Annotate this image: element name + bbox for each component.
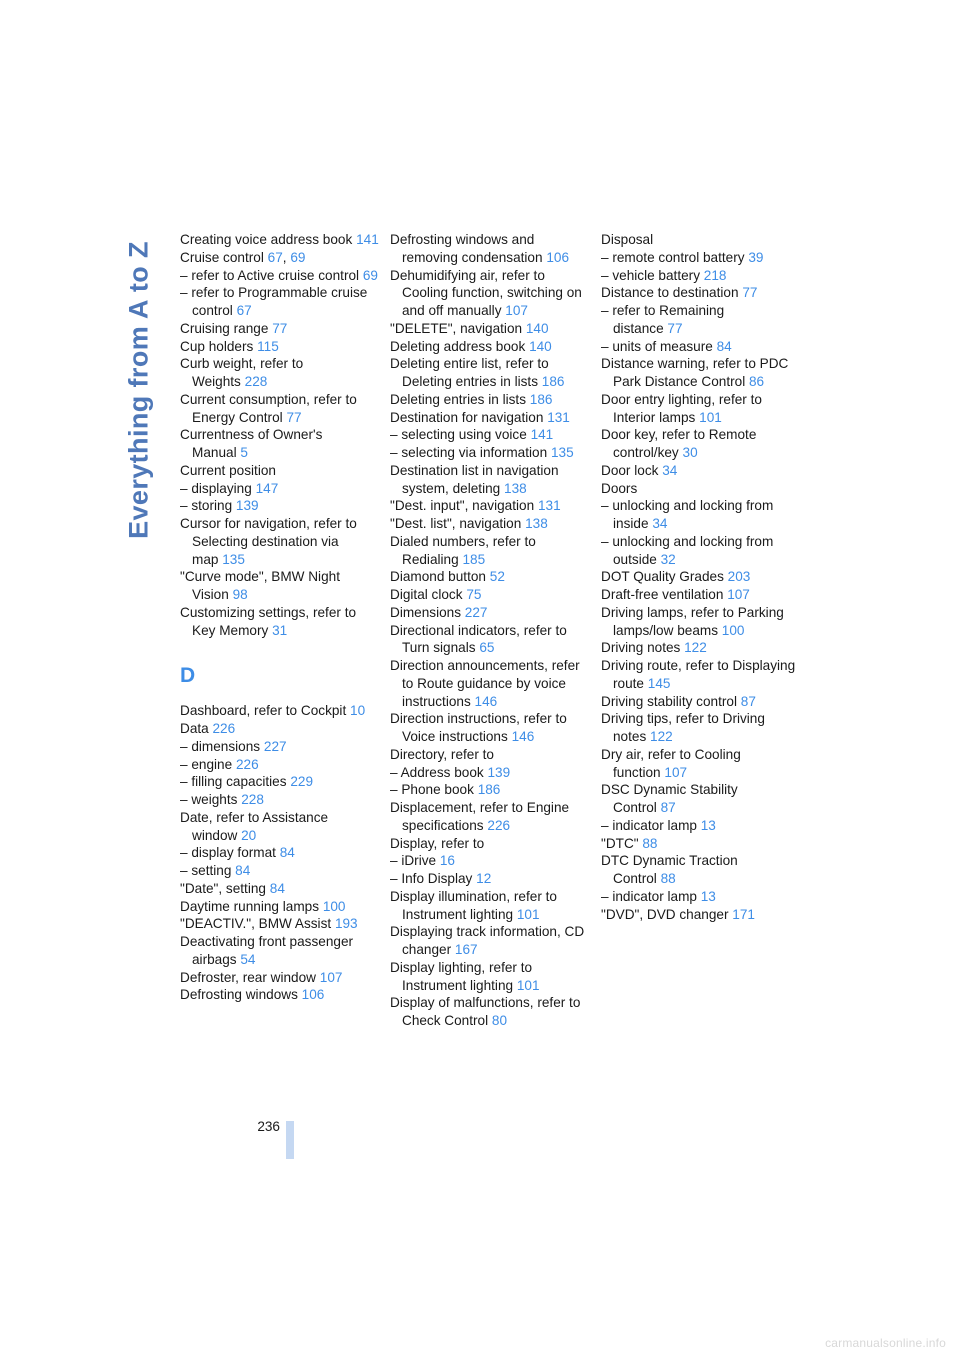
index-entry xyxy=(601,906,796,924)
entry-text: Destination list in navigation system, deleting xyxy=(390,462,559,496)
entry-text: – selecting via information xyxy=(390,445,548,460)
index-entry xyxy=(601,302,796,338)
page-reference-link[interactable]: 171 xyxy=(732,906,755,922)
index-entry xyxy=(601,249,796,267)
index-entry xyxy=(601,710,796,746)
entry-text: – refer to Active cruise control xyxy=(180,267,360,283)
page-reference-link[interactable]: 77 xyxy=(286,409,302,425)
index-entry xyxy=(180,986,380,1004)
index-entry xyxy=(180,231,380,249)
index-entry xyxy=(180,880,380,898)
page-reference-link[interactable]: 88 xyxy=(660,871,676,886)
page-reference-link[interactable]: 32 xyxy=(660,551,676,567)
entry-text: Driving lamps, refer to Parking lamps/low beams xyxy=(601,604,784,638)
index-entry xyxy=(390,338,590,356)
page-number-bar xyxy=(286,1121,294,1159)
entry-text: Directional indicators, refer to Turn signals xyxy=(390,622,567,656)
page-reference-link[interactable]: 75 xyxy=(466,587,482,602)
index-entry xyxy=(180,773,380,791)
entry-text: "Dest. list", navigation xyxy=(390,516,522,531)
entry-text: Defroster, rear window xyxy=(180,969,316,985)
page-reference-link[interactable]: 186 xyxy=(541,374,565,389)
entry-text: Display lighting, refer to Instrument lighting xyxy=(390,959,533,993)
page-reference-link[interactable]: 146 xyxy=(511,729,535,744)
entry-text: Dry air, refer to Cooling function xyxy=(601,746,741,780)
index-entry xyxy=(390,994,590,1030)
page-reference-link[interactable]: 87 xyxy=(660,800,676,815)
entry-text: Digital clock xyxy=(390,587,463,602)
index-entry xyxy=(601,284,796,302)
page-reference-link[interactable]: 77 xyxy=(667,320,683,336)
entry-text: – Phone book xyxy=(390,782,474,798)
entry-text: Current consumption, refer to Energy Control xyxy=(180,391,357,425)
index-entry xyxy=(601,533,796,569)
index-entry xyxy=(390,835,590,853)
index-entry xyxy=(601,657,796,693)
index-entry xyxy=(601,355,796,391)
index-entry xyxy=(601,852,796,888)
index-entry xyxy=(601,817,796,835)
index-entry xyxy=(601,462,796,480)
entry-text: DTC Dynamic Traction Control xyxy=(601,853,738,886)
page-reference-link[interactable]: 13 xyxy=(700,817,716,833)
page-reference-link[interactable]: 227 xyxy=(263,738,287,754)
page-reference-link[interactable]: 122 xyxy=(650,729,673,744)
index-entry xyxy=(601,586,796,604)
entry-text: "Date", setting xyxy=(180,880,266,896)
page-reference-link[interactable]: 139 xyxy=(235,498,259,514)
page-reference-link[interactable]: 106 xyxy=(546,249,570,265)
index-entry xyxy=(180,391,380,427)
index-entry xyxy=(390,320,590,338)
index-column-2 xyxy=(390,231,590,1030)
index-entry xyxy=(180,702,380,720)
page-reference-link[interactable]: 227 xyxy=(464,604,488,620)
entry-text: – units of measure xyxy=(601,338,713,354)
page-reference-link[interactable]: 54 xyxy=(240,951,256,967)
page-reference-link[interactable]: 115 xyxy=(257,338,279,354)
page-reference-link[interactable]: 101 xyxy=(516,977,540,993)
page-reference-link[interactable]: 141 xyxy=(530,427,554,443)
index-entry xyxy=(390,444,590,462)
index-entry xyxy=(180,756,380,774)
entry-text: Deleting address book xyxy=(390,338,526,354)
entry-text: Door key, refer to Remote control/key xyxy=(601,427,757,460)
entry-text: Door entry lighting, refer to Interior lamps xyxy=(601,391,762,425)
index-entry xyxy=(390,568,590,586)
page-reference-link[interactable]: 84 xyxy=(279,845,295,861)
index-entry xyxy=(390,764,590,782)
page-reference-link[interactable]: 140 xyxy=(525,320,549,336)
page-reference-link[interactable]: 107 xyxy=(319,969,343,985)
page-reference-link[interactable]: 30 xyxy=(682,445,698,460)
entry-text: – refer to Remaining distance xyxy=(601,303,725,336)
entry-text: – dimensions xyxy=(180,738,261,754)
entry-text: Display of malfunctions, refer to Check Control xyxy=(390,995,581,1028)
page-reference-link[interactable]: 34 xyxy=(662,462,678,478)
index-entry xyxy=(180,844,380,862)
index-entry xyxy=(390,870,590,888)
index-entry xyxy=(601,888,796,906)
entry-text: – refer to Programmable cruise control xyxy=(180,285,368,318)
entry-text: Dimensions xyxy=(390,604,462,620)
entry-text: Directory, refer to xyxy=(390,746,494,762)
page-reference-link[interactable]: 84 xyxy=(235,863,251,878)
page-reference-link[interactable]: 107 xyxy=(505,303,528,318)
index-entry xyxy=(180,791,380,809)
entry-text: Current position xyxy=(180,462,276,478)
entry-text: Dialed numbers, refer to Redialing xyxy=(390,533,536,567)
page-reference-link[interactable]: 52 xyxy=(489,569,505,585)
index-entry xyxy=(390,852,590,870)
page-reference-link[interactable]: 186 xyxy=(529,391,553,407)
entry-text: "Dest. input", navigation xyxy=(390,498,535,514)
entry-text: "DVD", DVD changer xyxy=(601,906,729,922)
page-reference-link[interactable]: 138 xyxy=(525,516,548,531)
index-entry xyxy=(390,888,590,924)
page-reference-link[interactable]: 167 xyxy=(454,942,478,957)
index-entry xyxy=(390,267,590,320)
index-entry xyxy=(390,462,590,498)
index-entry xyxy=(601,231,796,249)
entry-text: Driving route, refer to Displaying route xyxy=(601,658,796,691)
index-entry xyxy=(390,746,590,764)
entry-text: – iDrive xyxy=(390,853,437,869)
page-reference-link[interactable]: 65 xyxy=(479,640,495,656)
page-reference-link[interactable]: 146 xyxy=(474,693,498,709)
page-reference-link[interactable]: 77 xyxy=(272,320,288,336)
index-entry xyxy=(390,799,590,835)
entry-text: Draft-free ventilation xyxy=(601,587,724,602)
entry-text: Distance warning, refer to PDC Park Distance Control xyxy=(601,356,789,389)
entry-text: Displacement, refer to Engine specifications xyxy=(390,800,570,833)
entry-text: – filling capacities xyxy=(180,774,287,790)
page-reference-link[interactable]: 5 xyxy=(240,445,248,460)
index-entry xyxy=(180,515,380,568)
entry-text: – engine xyxy=(180,756,233,772)
index-entry xyxy=(180,604,380,640)
entry-text: Deactivating front passenger airbags xyxy=(180,934,354,967)
page-reference-link[interactable]: 88 xyxy=(642,835,658,851)
entry-text: DOT Quality Grades xyxy=(601,569,724,585)
index-entry xyxy=(180,969,380,987)
entry-text: – Address book xyxy=(390,764,484,780)
index-entry xyxy=(390,409,590,427)
index-entry xyxy=(390,710,590,746)
entry-text: Displaying track information, CD changer xyxy=(390,924,585,957)
page-reference-link[interactable]: 34 xyxy=(652,516,668,531)
entry-text: Display illumination, refer to Instrument lighting xyxy=(390,888,557,922)
page-reference-link[interactable]: 10 xyxy=(350,703,366,719)
page-reference-link[interactable]: 20 xyxy=(241,827,257,843)
entry-text: Dashboard, refer to Cockpit xyxy=(180,703,347,719)
page-reference-link[interactable]: 147 xyxy=(255,480,279,496)
index-entry xyxy=(601,338,796,356)
page-reference-link[interactable]: 139 xyxy=(487,764,511,780)
index-entry xyxy=(180,267,380,285)
index-entry xyxy=(180,480,380,498)
entry-text: Defrosting windows xyxy=(180,987,298,1003)
index-entry xyxy=(180,320,380,338)
index-entry xyxy=(180,738,380,756)
index-entry xyxy=(180,462,380,480)
side-title-text: Everything from A to Z xyxy=(123,241,154,539)
page-reference-link[interactable]: 140 xyxy=(529,338,552,354)
entry-text: Daytime running lamps xyxy=(180,898,320,914)
index-entry xyxy=(180,809,380,845)
entry-text: Creating voice address book xyxy=(180,232,353,247)
page-reference-link[interactable]: 131 xyxy=(547,409,570,425)
index-entry xyxy=(390,604,590,622)
entry-text: Destination for navigation xyxy=(390,409,544,425)
index-entry xyxy=(601,604,796,640)
index-entry xyxy=(390,586,590,604)
entry-text: Curb weight, refer to Weights xyxy=(180,356,304,389)
entry-text: "DELETE", navigation xyxy=(390,320,523,336)
entry-text: Defrosting windows and removing condensation xyxy=(390,232,543,265)
index-entry xyxy=(390,533,590,569)
page-reference-link[interactable]: 69 xyxy=(362,267,378,283)
page-reference-link[interactable]: 135 xyxy=(222,551,245,567)
entry-text: – unlocking and locking from outside xyxy=(601,533,774,567)
entry-text: – unlocking and locking from inside xyxy=(601,498,774,531)
page-reference-link[interactable]: 131 xyxy=(537,498,561,514)
index-entry xyxy=(390,959,590,995)
page-reference-link[interactable]: 67 xyxy=(267,249,283,265)
page-reference-link[interactable]: 226 xyxy=(212,721,236,736)
entry-text: – displaying xyxy=(180,480,252,496)
index-entry xyxy=(390,231,590,267)
page-reference-link[interactable]: 226 xyxy=(487,817,511,833)
index-entry xyxy=(180,720,380,738)
page-reference-link[interactable]: 12 xyxy=(476,871,492,886)
page-reference-link[interactable]: 39 xyxy=(748,249,764,265)
index-entry xyxy=(601,693,796,711)
index-entry xyxy=(180,568,380,604)
index-entry xyxy=(601,426,796,462)
entry-text: – setting xyxy=(180,863,232,878)
index-entry xyxy=(180,426,380,462)
entry-text: Driving stability control xyxy=(601,693,737,709)
index-entry xyxy=(180,862,380,880)
entry-text: Disposal xyxy=(601,232,654,247)
page-reference-link[interactable]: 218 xyxy=(703,267,727,283)
page-reference-link[interactable]: 100 xyxy=(322,898,346,914)
index-entry xyxy=(390,355,590,391)
index-entry xyxy=(390,657,590,710)
index-entry xyxy=(180,355,380,391)
entry-text: – remote control battery xyxy=(601,249,745,265)
entry-text: Driving tips, refer to Driving notes xyxy=(601,711,765,744)
entry-text: Data xyxy=(180,721,209,736)
page-reference-link[interactable]: 186 xyxy=(477,782,501,798)
index-entry xyxy=(601,480,796,498)
entry-text: Cruise control xyxy=(180,249,264,265)
index-entry xyxy=(390,391,590,409)
entry-text: Cruising range xyxy=(180,320,269,336)
entry-text: Direction instructions, refer to Voice instructions xyxy=(390,711,567,744)
entry-text: – display format xyxy=(180,845,276,861)
entry-text: – storing xyxy=(180,498,233,514)
entry-text: "DTC" xyxy=(601,835,639,851)
page-reference-link[interactable]: 226 xyxy=(235,756,259,772)
entry-text: – weights xyxy=(180,792,238,807)
entry-text: "DEACTIV.", BMW Assist xyxy=(180,916,332,932)
index-entry xyxy=(180,915,380,933)
page-reference-link[interactable]: 135 xyxy=(550,445,574,460)
index-letter-heading: D xyxy=(180,664,196,688)
page-reference-link[interactable]: 229 xyxy=(290,774,314,790)
page-reference-link[interactable]: 87 xyxy=(740,693,756,709)
entry-text: Diamond button xyxy=(390,569,486,585)
entry-text: – selecting using voice xyxy=(390,427,527,443)
entry-text: DSC Dynamic Stability Control xyxy=(601,782,738,815)
page-reference-link[interactable]: 13 xyxy=(700,888,716,904)
page-reference-link[interactable]: 101 xyxy=(516,906,540,922)
entry-text: Deleting entire list, refer to Deleting entries in lists xyxy=(390,356,549,389)
entry-text: Cursor for navigation, refer to Selecting destination via map xyxy=(180,516,357,567)
entry-text: – indicator lamp xyxy=(601,888,697,904)
index-entry xyxy=(601,835,796,853)
entry-text: Driving notes xyxy=(601,640,681,656)
page-reference-link[interactable]: 69 xyxy=(290,249,306,265)
page-reference-link[interactable]: 84 xyxy=(269,880,285,896)
index-entry: Cruise control 67, 69 xyxy=(180,249,306,265)
entry-text: Display, refer to xyxy=(390,835,485,851)
page-reference-link[interactable]: 122 xyxy=(684,640,707,656)
entry-text: – vehicle battery xyxy=(601,267,700,283)
page-number: 236 xyxy=(257,1119,280,1134)
index-column-1 xyxy=(180,231,380,1004)
entry-text: Currentness of Owner's Manual xyxy=(180,427,323,460)
entry-text: Deleting entries in lists xyxy=(390,391,526,407)
page-reference-link[interactable]: 107 xyxy=(664,764,688,780)
entry-text: – Info Display xyxy=(390,871,473,886)
page-reference-link[interactable]: 80 xyxy=(491,1013,508,1028)
index-entry xyxy=(390,781,590,799)
page-reference-link[interactable]: 193 xyxy=(334,916,358,932)
page-reference-link[interactable]: 185 xyxy=(462,551,486,567)
index-entry xyxy=(180,898,380,916)
entry-text: Door lock xyxy=(601,462,659,478)
entry-text: Doors xyxy=(601,480,638,496)
page-reference-link[interactable]: 107 xyxy=(727,587,750,602)
page-reference-link[interactable]: 138 xyxy=(504,480,527,496)
index-entry xyxy=(180,338,380,356)
index-entry xyxy=(180,933,380,969)
page-reference-link[interactable]: 86 xyxy=(749,374,765,389)
index-column-3 xyxy=(601,231,796,923)
entry-text: Distance to destination xyxy=(601,285,739,301)
index-entry xyxy=(390,622,590,658)
index-entry xyxy=(180,284,380,320)
index-entry xyxy=(601,267,796,285)
index-entry xyxy=(601,568,796,586)
index-entry xyxy=(390,515,590,533)
page-reference-link[interactable]: 84 xyxy=(716,338,732,354)
watermark: carmanualsonline.info xyxy=(825,1336,946,1350)
entry-text: Direction announcements, refer to Route guidance by voice instructions xyxy=(390,658,580,709)
page-reference-link[interactable]: 67 xyxy=(236,303,252,318)
entry-text: – indicator lamp xyxy=(601,817,697,833)
page-reference-link[interactable]: 100 xyxy=(721,622,745,638)
index-entry xyxy=(390,426,590,444)
entry-text: Dehumidifying air, refer to Cooling function, switching on and off manually xyxy=(390,267,582,318)
page-reference-link[interactable]: 145 xyxy=(647,675,671,691)
page-reference-link[interactable]: 101 xyxy=(699,409,722,425)
entry-text: Cup holders xyxy=(180,338,254,354)
side-title xyxy=(123,230,154,550)
index-entry xyxy=(601,391,796,427)
index-entry xyxy=(601,497,796,533)
page-reference-link[interactable]: 77 xyxy=(742,285,758,301)
index-entry xyxy=(390,923,590,959)
page-reference-link[interactable]: 106 xyxy=(301,987,325,1003)
index-entry xyxy=(180,497,380,515)
index-entry xyxy=(601,781,796,817)
page-reference-link[interactable]: 16 xyxy=(439,853,455,869)
index-entry xyxy=(601,746,796,782)
index-entry xyxy=(390,497,590,515)
page-reference-link[interactable]: 98 xyxy=(232,587,248,602)
page-reference-link[interactable]: 141 xyxy=(356,232,379,247)
page-reference-link[interactable]: 228 xyxy=(241,792,264,807)
page-reference-link[interactable]: 31 xyxy=(272,622,288,638)
entry-text: Date, refer to Assistance window xyxy=(180,809,329,843)
page-reference-link[interactable]: 228 xyxy=(244,374,268,389)
entry-text: Customizing settings, refer to Key Memory xyxy=(180,604,357,638)
page-reference-link[interactable]: 203 xyxy=(727,569,751,585)
entry-text: "Curve mode", BMW Night Vision xyxy=(180,569,340,602)
index-entry xyxy=(601,639,796,657)
